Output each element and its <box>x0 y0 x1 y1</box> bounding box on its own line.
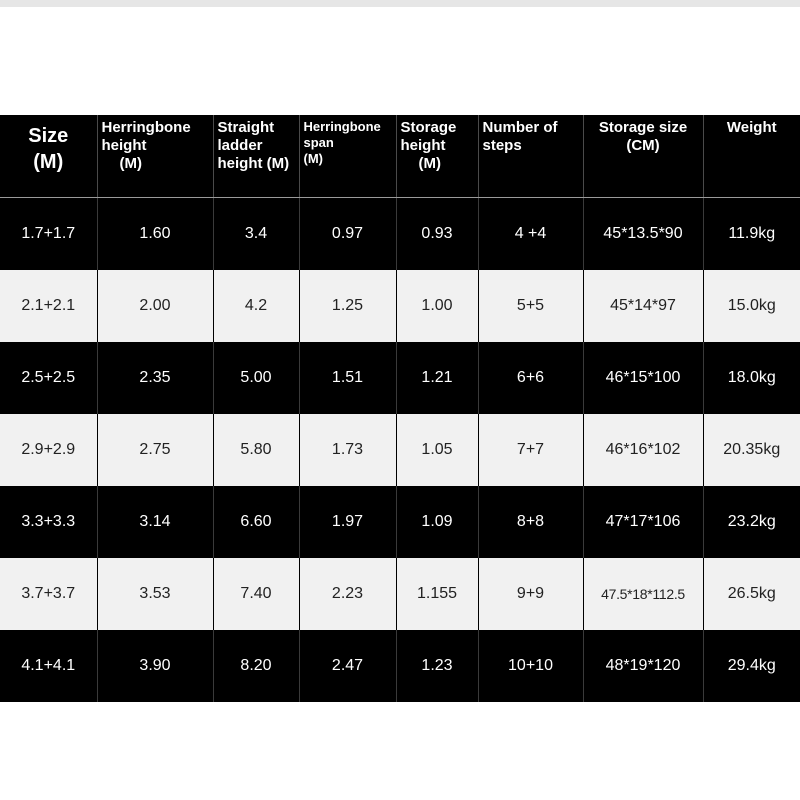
cell-number-of-steps: 6+6 <box>478 342 583 414</box>
cell-herringbone-height: 2.35 <box>97 342 213 414</box>
cell-weight: 23.2kg <box>703 486 800 558</box>
table-row <box>0 486 800 558</box>
header-line: Size <box>28 125 69 147</box>
header-line: Straight <box>217 119 275 136</box>
header-size <box>0 115 97 198</box>
table-row <box>0 198 800 271</box>
cell-herringbone-span: 2.47 <box>299 630 396 702</box>
cell-size: 2.9+2.9 <box>0 414 97 486</box>
cell-weight: 18.0kg <box>703 342 800 414</box>
header-straight-ladder-height <box>213 115 299 198</box>
cell-storage-height: 1.21 <box>396 342 478 414</box>
header-line: (CM) <box>626 137 660 154</box>
cell-storage-height: 1.00 <box>396 270 478 342</box>
header-line: (M) <box>303 151 323 166</box>
cell-size: 4.1+4.1 <box>0 630 97 702</box>
cell-weight: 26.5kg <box>703 558 800 630</box>
header-row <box>0 115 800 198</box>
cell-straight-ladder-height: 8.20 <box>213 630 299 702</box>
cell-number-of-steps: 7+7 <box>478 414 583 486</box>
cell-number-of-steps: 4 +4 <box>478 198 583 271</box>
header-line: Number of <box>482 119 558 136</box>
cell-size: 2.1+2.1 <box>0 270 97 342</box>
cell-straight-ladder-height: 5.80 <box>213 414 299 486</box>
cell-herringbone-span: 1.25 <box>299 270 396 342</box>
cell-weight: 20.35kg <box>703 414 800 486</box>
header-number-of-steps <box>478 115 583 198</box>
header-weight <box>703 115 800 198</box>
header-storage-size <box>583 115 703 198</box>
cell-number-of-steps: 8+8 <box>478 486 583 558</box>
table-row <box>0 414 800 486</box>
cell-storage-size: 45*14*97 <box>583 270 703 342</box>
cell-straight-ladder-height: 5.00 <box>213 342 299 414</box>
cell-herringbone-height: 2.75 <box>97 414 213 486</box>
header-line: Herringbone <box>101 119 191 136</box>
cell-number-of-steps: 10+10 <box>478 630 583 702</box>
cell-straight-ladder-height: 7.40 <box>213 558 299 630</box>
cell-storage-height: 1.23 <box>396 630 478 702</box>
header-herringbone-span <box>299 115 396 198</box>
cell-herringbone-height: 3.14 <box>97 486 213 558</box>
header-line: height <box>101 137 147 154</box>
cell-herringbone-height: 1.60 <box>97 198 213 271</box>
cell-weight: 29.4kg <box>703 630 800 702</box>
cell-weight: 11.9kg <box>703 198 800 271</box>
cell-size: 1.7+1.7 <box>0 198 97 271</box>
cell-herringbone-span: 1.73 <box>299 414 396 486</box>
header-line: height <box>400 137 446 154</box>
cell-storage-height: 1.09 <box>396 486 478 558</box>
header-line: span <box>303 135 334 150</box>
cell-storage-size: 48*19*120 <box>583 630 703 702</box>
header-storage-height <box>396 115 478 198</box>
header-line: steps <box>482 137 522 154</box>
cell-storage-height: 1.05 <box>396 414 478 486</box>
cell-herringbone-height: 3.53 <box>97 558 213 630</box>
table-row <box>0 558 800 630</box>
cell-straight-ladder-height: 6.60 <box>213 486 299 558</box>
cell-storage-height: 1.155 <box>396 558 478 630</box>
cell-herringbone-span: 1.51 <box>299 342 396 414</box>
cell-weight: 15.0kg <box>703 270 800 342</box>
table-row <box>0 270 800 342</box>
header-line: (M) <box>418 155 441 172</box>
top-strip <box>0 0 800 7</box>
header-line: Herringbone <box>303 119 381 134</box>
cell-storage-height: 0.93 <box>396 198 478 271</box>
header-line: ladder <box>217 137 263 154</box>
cell-size: 2.5+2.5 <box>0 342 97 414</box>
header-line: (M) <box>33 151 64 173</box>
header-line: Storage <box>400 119 457 136</box>
header-herringbone-height <box>97 115 213 198</box>
cell-herringbone-span: 2.23 <box>299 558 396 630</box>
cell-straight-ladder-height: 3.4 <box>213 198 299 271</box>
cell-storage-size: 47.5*18*112.5 <box>583 558 703 630</box>
cell-herringbone-height: 3.90 <box>97 630 213 702</box>
cell-herringbone-span: 1.97 <box>299 486 396 558</box>
cell-storage-size: 46*15*100 <box>583 342 703 414</box>
cell-storage-size: 47*17*106 <box>583 486 703 558</box>
cell-size: 3.3+3.3 <box>0 486 97 558</box>
cell-storage-size: 45*13.5*90 <box>583 198 703 271</box>
header-line: Storage size <box>598 119 688 136</box>
cell-number-of-steps: 9+9 <box>478 558 583 630</box>
header-line: Weight <box>726 119 777 136</box>
cell-herringbone-height: 2.00 <box>97 270 213 342</box>
cell-herringbone-span: 0.97 <box>299 198 396 271</box>
cell-size: 3.7+3.7 <box>0 558 97 630</box>
cell-number-of-steps: 5+5 <box>478 270 583 342</box>
header-line: height (M) <box>217 155 290 172</box>
ladder-spec-table <box>0 115 800 702</box>
cell-straight-ladder-height: 4.2 <box>213 270 299 342</box>
table-row <box>0 342 800 414</box>
table-row <box>0 630 800 702</box>
header-line: (M) <box>119 155 142 172</box>
cell-storage-size: 46*16*102 <box>583 414 703 486</box>
